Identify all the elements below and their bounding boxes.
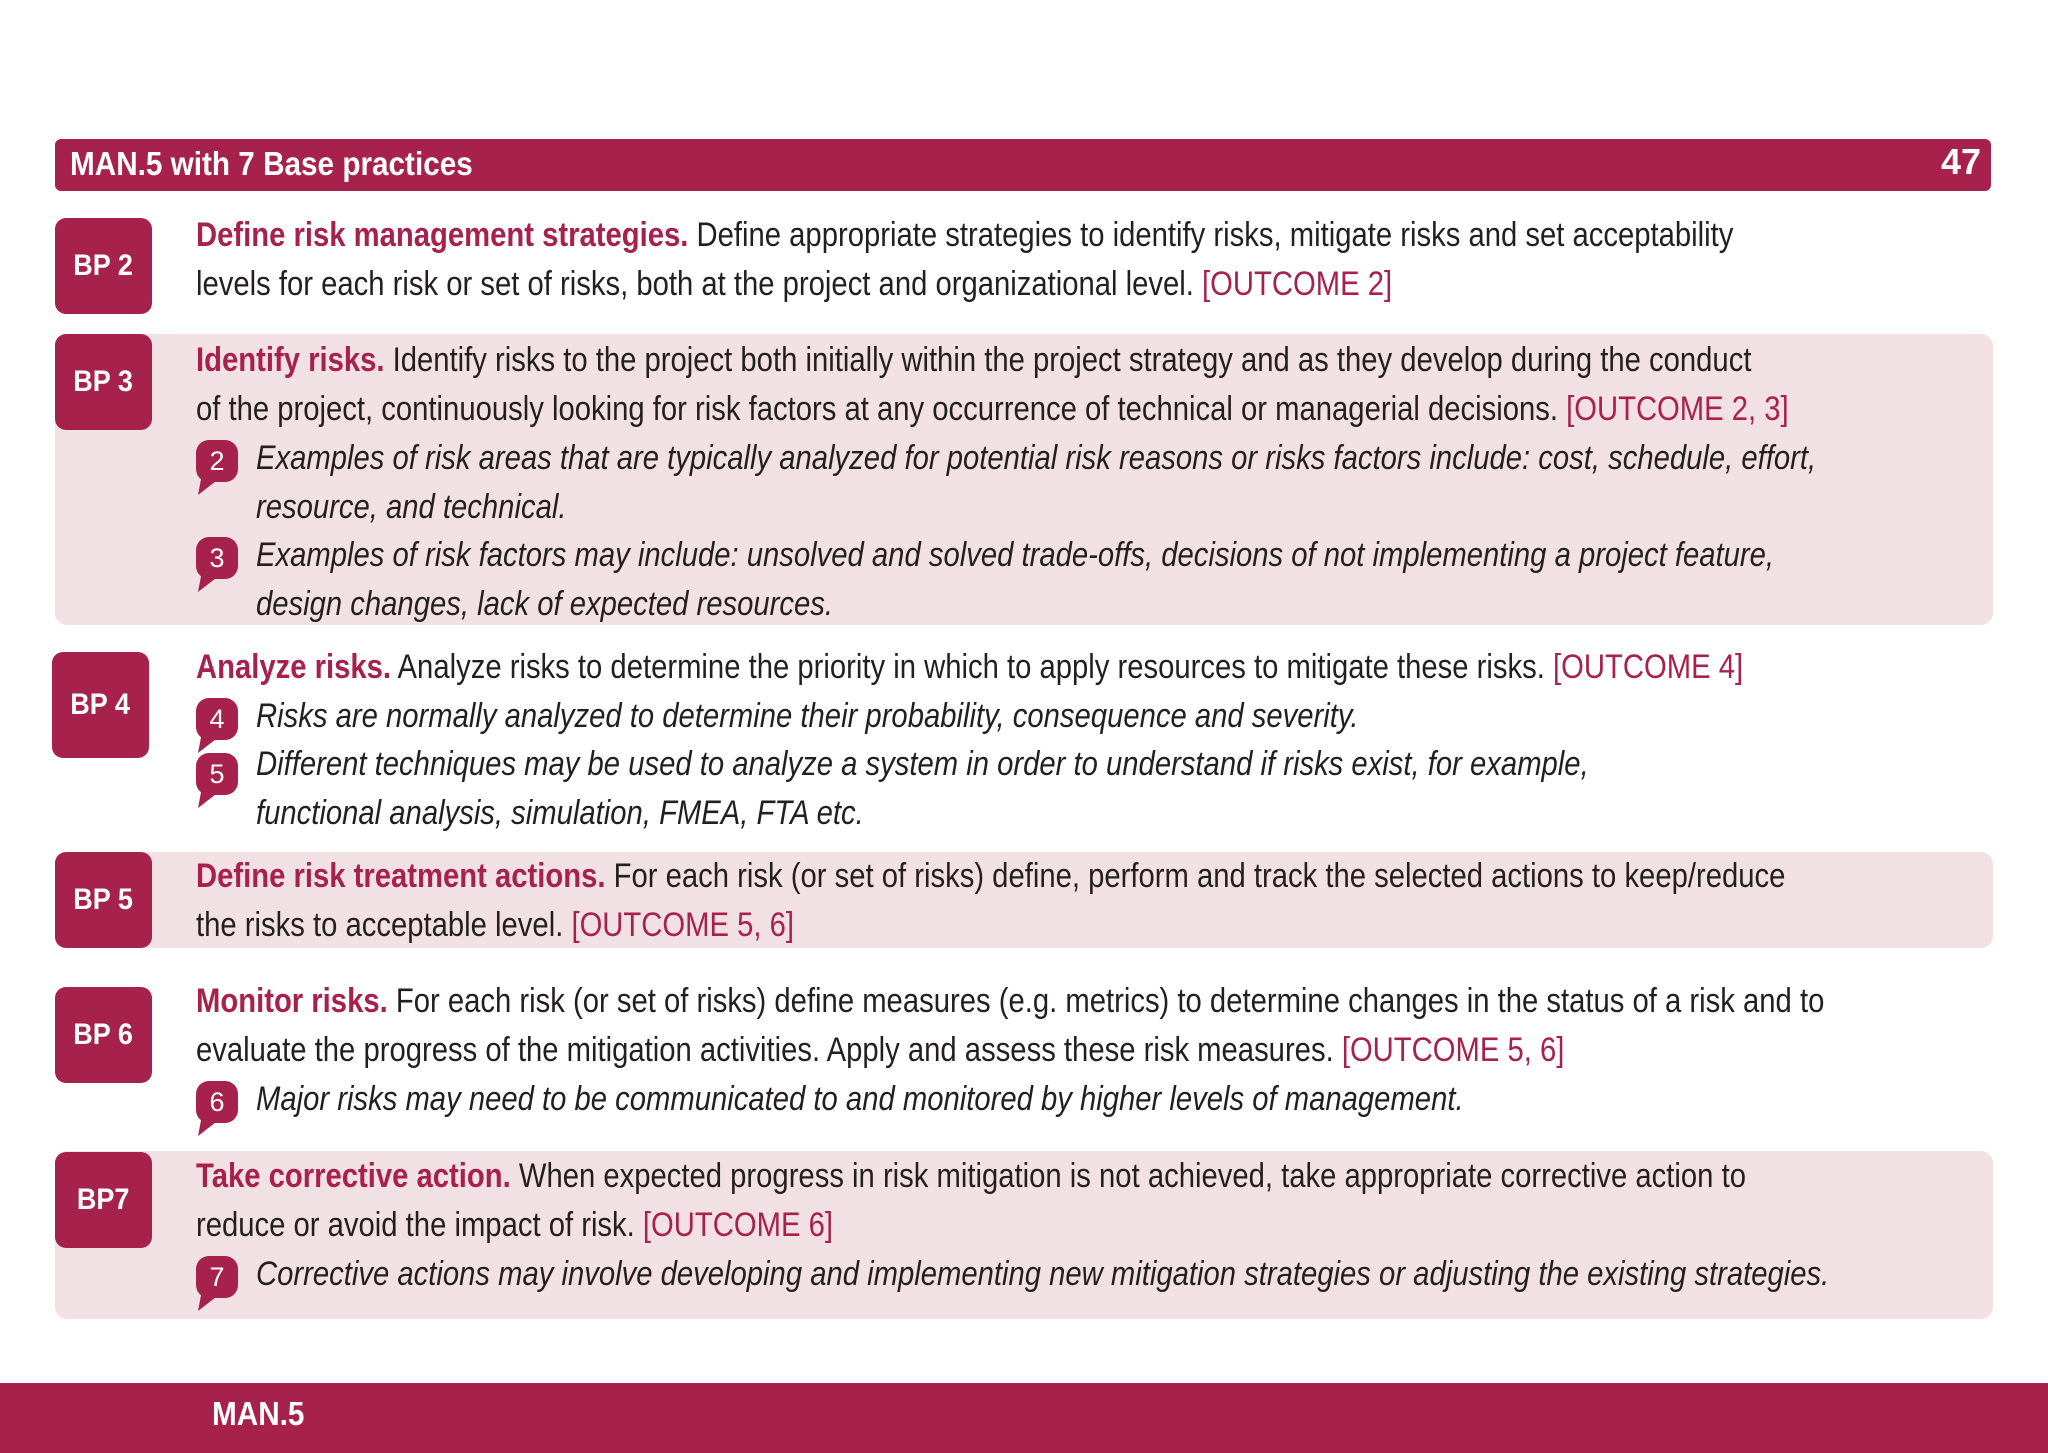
bp6-note-6-line-1: Major risks may need to be communicated to and monitored by higher levels of management. (256, 1080, 1464, 1118)
bp3-note-2-line-2: resource, and technical. (256, 488, 567, 526)
bp4-note-5-line-1: Different techniques may be used to analyze a system in order to understand if risks exist, for example, (256, 745, 1589, 783)
bp3-line-2: of the project, continuously looking for risk factors at any occurrence of technical or managerial decisions. [OUTCOME 2, 3] (196, 390, 1789, 428)
bp5-badge: BP 5 (55, 852, 152, 948)
bp4-badge: BP 4 (52, 652, 149, 758)
bp5-line-2: the risks to acceptable level. [OUTCOME 5, 6] (196, 906, 795, 944)
bp5-line-1: Define risk treatment actions. For each risk (or set of risks) define, perform and track the selected actions to keep/reduce (196, 857, 1786, 895)
bp3-note-3-line-1: Examples of risk factors may include: unsolved and solved trade-offs, decisions of not implementing a project feature, (256, 536, 1775, 574)
bp3-outcome: [OUTCOME 2, 3] (1566, 390, 1789, 428)
bp3-note-3-line-2: design changes, lack of expected resources. (256, 585, 834, 623)
bp7-line-1: Take corrective action. When expected progress in risk mitigation is not achieved, take appropriate corrective action to (196, 1157, 1746, 1195)
bp6-line-1: Monitor risks. For each risk (or set of risks) define measures (e.g. metrics) to determine changes in the status of a risk and to (196, 982, 1825, 1020)
bp4-line-1: Analyze risks. Analyze risks to determine the priority in which to apply resources to mitigate these risks. [OUTCOME 4] (196, 648, 1744, 686)
bp4-outcome: [OUTCOME 4] (1553, 648, 1744, 686)
bp2-line-1: Define risk management strategies. Define appropriate strategies to identify risks, mitigate risks and set acceptability (196, 216, 1734, 254)
bp2-badge: BP 2 (55, 218, 152, 314)
bp3-title: Identify risks. (196, 341, 385, 379)
bp6-title: Monitor risks. (196, 982, 388, 1020)
bp3-line-1: Identify risks. Identify risks to the project both initially within the project strategy and as they develop during the conduct (196, 341, 1752, 379)
note-speech-bubble-icon: 5 (196, 753, 238, 809)
bp7-title: Take corrective action. (196, 1157, 511, 1195)
bp3-badge: BP 3 (55, 334, 152, 430)
bp5-title: Define risk treatment actions. (196, 857, 606, 895)
bp3-note-2-line-1: Examples of risk areas that are typically analyzed for potential risk reasons or risks factors include: cost, schedule, effort, (256, 439, 1817, 477)
note-speech-bubble-icon: 4 (196, 698, 238, 754)
page-title: MAN.5 with 7 Base practices (70, 145, 473, 182)
bp4-note-4-line-1: Risks are normally analyzed to determine their probability, consequence and severity. (256, 697, 1359, 735)
footer-process-label: MAN.5 (212, 1395, 305, 1432)
footer-bar (0, 1383, 2048, 1453)
note-speech-bubble-icon: 2 (196, 440, 238, 496)
bp2-line-2: levels for each risk or set of risks, both at the project and organizational level. [OUTCOME 2] (196, 265, 1393, 303)
bp2-outcome: [OUTCOME 2] (1202, 265, 1393, 303)
bp4-title: Analyze risks. (196, 648, 392, 686)
bp6-line-2: evaluate the progress of the mitigation activities. Apply and assess these risk measures. [OUTCOME 5, 6] (196, 1031, 1565, 1069)
bp7-badge: BP7 (55, 1152, 152, 1248)
page-number: 47 (1940, 141, 1981, 182)
bp4-note-5-line-2: functional analysis, simulation, FMEA, FTA etc. (256, 794, 864, 832)
bp7-line-2: reduce or avoid the impact of risk. [OUTCOME 6] (196, 1206, 834, 1244)
bp6-outcome: [OUTCOME 5, 6] (1341, 1031, 1565, 1069)
note-speech-bubble-icon: 6 (196, 1081, 238, 1137)
header-bar (55, 139, 1991, 191)
note-speech-bubble-icon: 3 (196, 537, 238, 593)
note-speech-bubble-icon: 7 (196, 1256, 238, 1312)
bp5-outcome: [OUTCOME 5, 6] (571, 906, 795, 944)
bp7-outcome: [OUTCOME 6] (642, 1206, 834, 1244)
bp7-note-7-line-1: Corrective actions may involve developing and implementing new mitigation strategies or adjusting the existing strategies. (256, 1255, 1830, 1293)
bp2-title: Define risk management strategies. (196, 216, 689, 254)
bp6-badge: BP 6 (55, 987, 152, 1083)
